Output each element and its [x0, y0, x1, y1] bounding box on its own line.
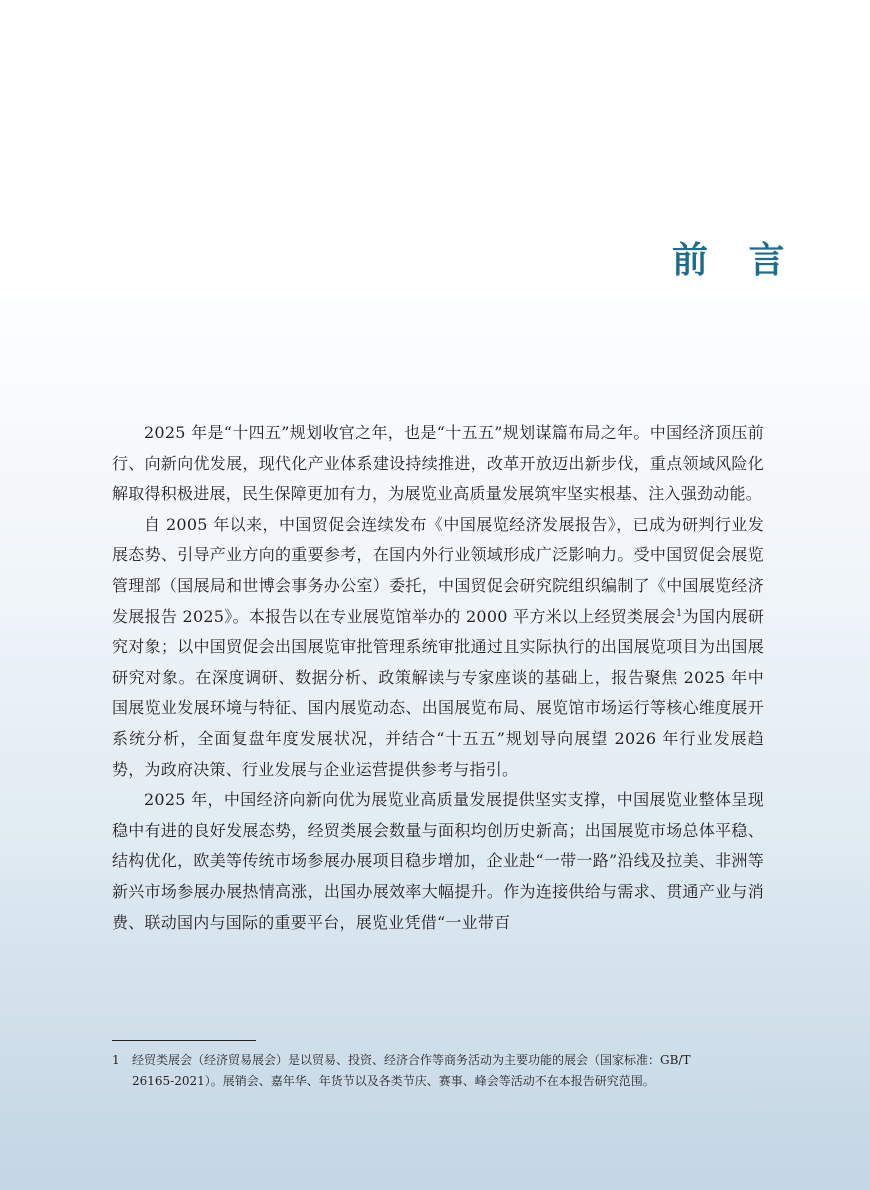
- preface-body: [112, 418, 764, 938]
- footnote-line-2: 26165-2021）。展销会、嘉年华、年货节以及各类节庆、赛事、峰会等活动不在本报告研究范围。: [132, 1074, 655, 1088]
- paragraph-1: 2025 年是“十四五”规划收官之年，也是“十五五”规划谋篇布局之年。中国经济顶压前行、向新向优发展，现代化产业体系建设持续推进，改革开放迈出新步伐，重点领域风险化解取得积极进展，民生保障更加有力，为展览业高质量发展筑牢坚实根基、注入强劲动能。: [112, 423, 764, 504]
- page-title: 前 言: [672, 240, 799, 281]
- footnote-number: 1: [112, 1053, 120, 1067]
- footnote-reference[interactable]: 1: [675, 607, 683, 619]
- footnote-line-1: 经贸类展会（经济贸易展会）是以贸易、投资、经济合作等商务活动为主要功能的展会（国家标准：GB/T: [132, 1053, 691, 1067]
- paragraph-2: [112, 510, 764, 785]
- footnote: [112, 1050, 764, 1092]
- paragraph-2-part-2: 为国内展研究对象；以中国贸促会出国展览审批管理系统审批通过且实际执行的出国展览项目为出国展研究对象。在深度调研、数据分析、政策解读与专家座谈的基础上，报告聚焦 2025 年中国展览业发展环境与特征、国内展览动态、出国展览布局、展览馆市场运行等核心维度展开系统分析，全面复盘年度发展状况，并结合“十五五”规划导向展望 2026 年行业发展趋势，为政府决策、行业发展与企业运营提供参考与指引。: [112, 606, 764, 779]
- footnote-divider: [112, 1040, 256, 1041]
- paragraph-3: 2025 年，中国经济向新向优为展览业高质量发展提供坚实支撑，中国展览业整体呈现稳中有进的良好发展态势，经贸类展会数量与面积均创历史新高；出国展览市场总体平稳、结构优化，欧美等传统市场参展办展项目稳步增加，企业赴“一带一路”沿线及拉美、非洲等新兴市场参展办展热情高涨，出国办展效率大幅提升。作为连接供给与需求、贯通产业与消费、联动国内与国际的重要平台，展览业凭借“一业带百: [112, 790, 764, 932]
- paragraph-2-part-1: 自 2005 年以来，中国贸促会连续发布《中国展览经济发展报告》，已成为研判行业发展态势、引导产业方向的重要参考，在国内外行业领域形成广泛影响力。受中国贸促会展览管理部（国展局和世博会事务办公室）委托，中国贸促会研究院组织编制了《中国展览经济发展报告 2025》。本报告以在专业展览馆举办的 2000 平方米以上经贸类展会: [112, 514, 764, 626]
